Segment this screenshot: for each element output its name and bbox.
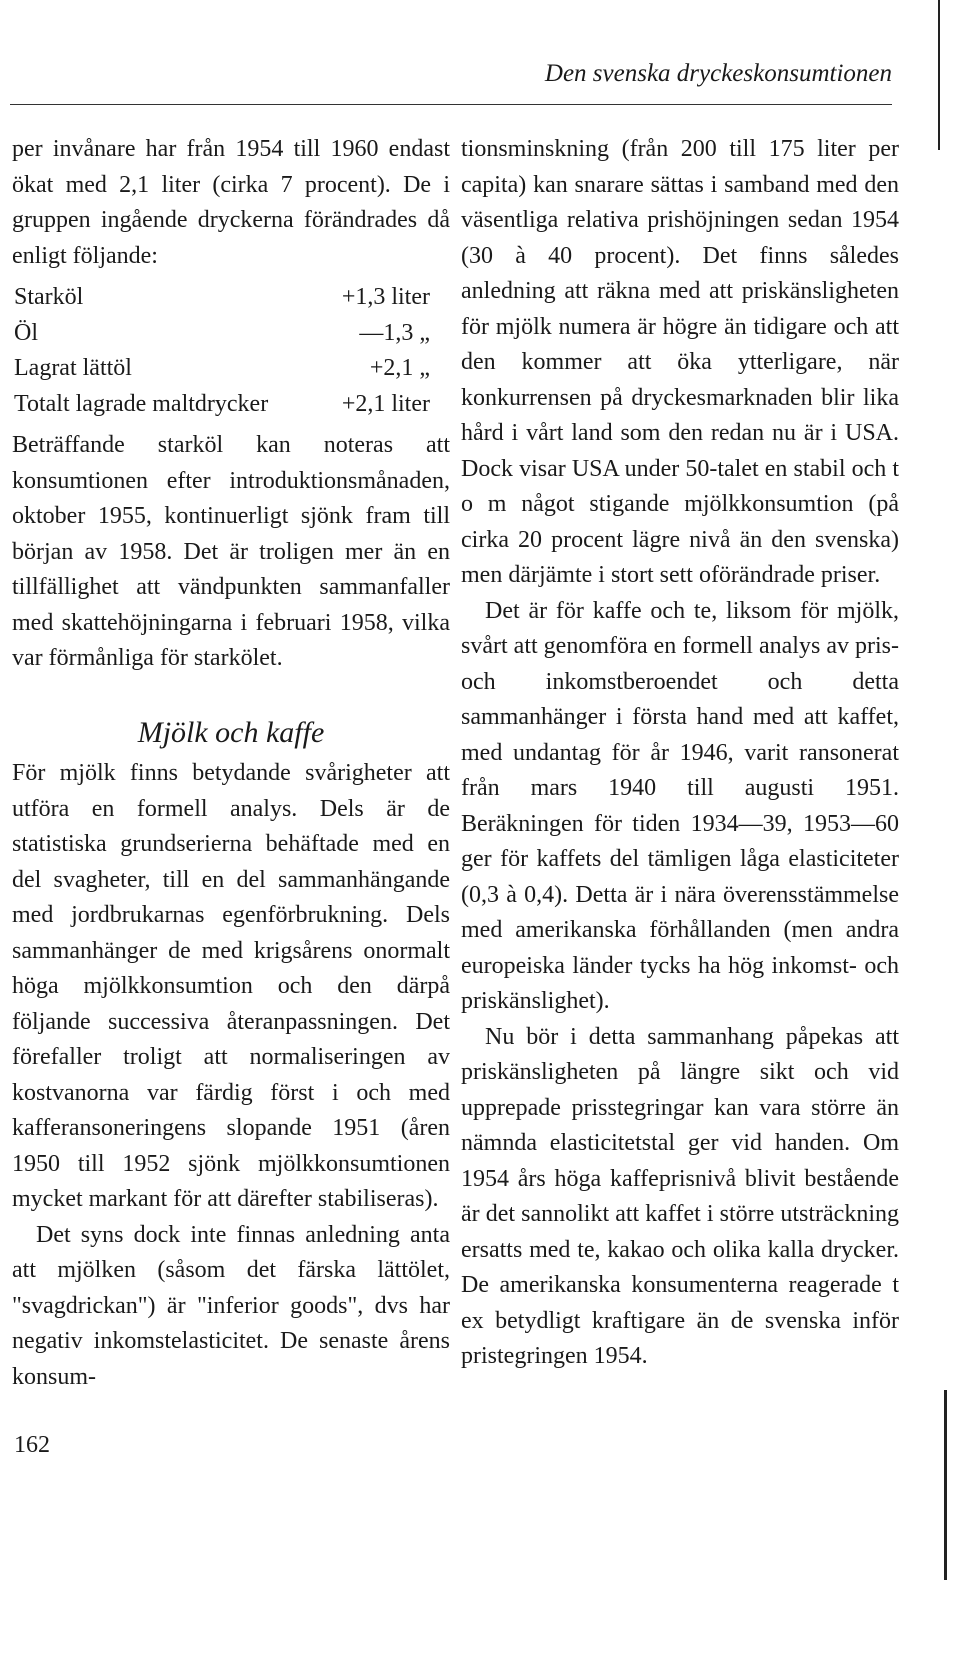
row-label: Starköl: [14, 284, 84, 310]
paragraph: per invånare har från 1954 till 1960 endast ökat med 2,1 liter (cirka 7 procent). De i gruppen ingående dryckerna förändrades då enligt följande:: [12, 136, 450, 269]
header-rule: [10, 104, 892, 105]
page-number: 162: [14, 1432, 50, 1458]
row-label: Öl: [14, 319, 38, 346]
table-row: [12, 351, 450, 387]
paragraph: Beträffande starköl kan noteras att konsumtionen efter introduktionsmånaden, oktober 1955, kontinuerligt sjönk fram till början av 1958. Det är troligen mer än en tillfällighet att vändpunkten sammanfaller med skattehöjningarna i februari 1958, vilka var förmånliga för starkölet.: [12, 432, 450, 671]
left-column: [12, 132, 450, 1395]
paragraph: Det är för kaffe och te, liksom för mjölk, svårt att genomföra en formell analys av pris- och inkomstberoendet och detta sammanhänger i första hand med att kaffet, med undantag för år 1946, varit ransonerat från mars 1940 till augusti 1951. Beräkningen för tiden 1934—39, 1953—60 ger för kaffets del tämligen låga elasticiteter (0,3 à 0,4). Detta är i nära överensstämmelse med amerikanska förhållanden (men andra europeiska länder tycks ha hög inkomst- och priskänslighet).: [461, 597, 899, 1014]
scan-edge-mark: [938, 0, 940, 150]
table-row: [12, 387, 450, 423]
paragraph: Nu bör i detta sammanhang påpekas att priskänsligheten på längre sikt och vid upprepade prisstegringar kan vara större än nämnda elasticitetstal ger vid handen. Om 1954 års höga kaffeprisnivå blivit bestående är det sannolikt att kaffet i större utsträckning ersatts med te, kakao och olika kalla drycker. De amerikanska konsumenterna reagerade t ex betydligt kraftigare än de svenska inför pristegringen 1954.: [461, 1023, 899, 1369]
scan-edge-mark: [944, 1390, 947, 1580]
paragraph: Det syns dock inte finnas anledning anta att mjölken (såsom det färska lättölet, "svagdrickan") är "inferior goods", dvs har negativ inkomstelasticitet. De senaste årens konsum-: [12, 1221, 450, 1390]
paragraph: För mjölk finns betydande svårigheter att utföra en formell analys. Dels är de statistiska grundserierna behäftade med en del svagheter, till en del sammanhängande med jordbrukarnas egenförbrukning. Dels sammanhänger de med krigsårens onormalt höga mjölkkonsumtion och den därpå följande successiva återanpassningen. Det förefaller troligt att normaliseringen av kostvanorna var färdig först i och med kafferansoneringens slopande 1951 (åren 1950 till 1952 sjönk mjölkkonsumtionen mycket markant för att därefter stabiliseras).: [12, 760, 450, 1212]
running-head: Den svenska dryckeskonsumtionen: [544, 60, 892, 87]
paragraph: tionsminskning (från 200 till 175 liter per capita) kan snarare sättas i samband med den väsentliga relativa prishöjningen sedan 1954 (30 à 40 procent). Det finns således anledning att räkna med att priskänsligheten för mjölk numera är högre än tidigare och att den kommer att öka ytterligare, när konkurrensen på dryckesmarknaden blir lika hård i vårt land som den redan nu är i USA. Dock visar USA under 50-talet en stabil och t o m något stigande mjölkkonsumtion (på cirka 20 procent lägre nivå än den svenska) men därjämte i stort sett oförändrade priser.: [461, 136, 899, 588]
table-row: [12, 316, 450, 352]
row-label: Lagrat lättöl: [14, 355, 132, 381]
row-value: +1,3 liter: [341, 284, 430, 310]
row-value: +2,1 „: [369, 355, 430, 381]
right-column: [461, 132, 899, 1375]
row-value: +2,1 liter: [341, 390, 430, 417]
row-label: Totalt lagrade maltdrycker: [14, 390, 269, 417]
row-value: —1,3 „: [359, 319, 430, 346]
section-heading: Mjölk och kaffe: [137, 715, 325, 749]
consumption-change-table: [12, 280, 450, 422]
table-row: [12, 280, 450, 316]
